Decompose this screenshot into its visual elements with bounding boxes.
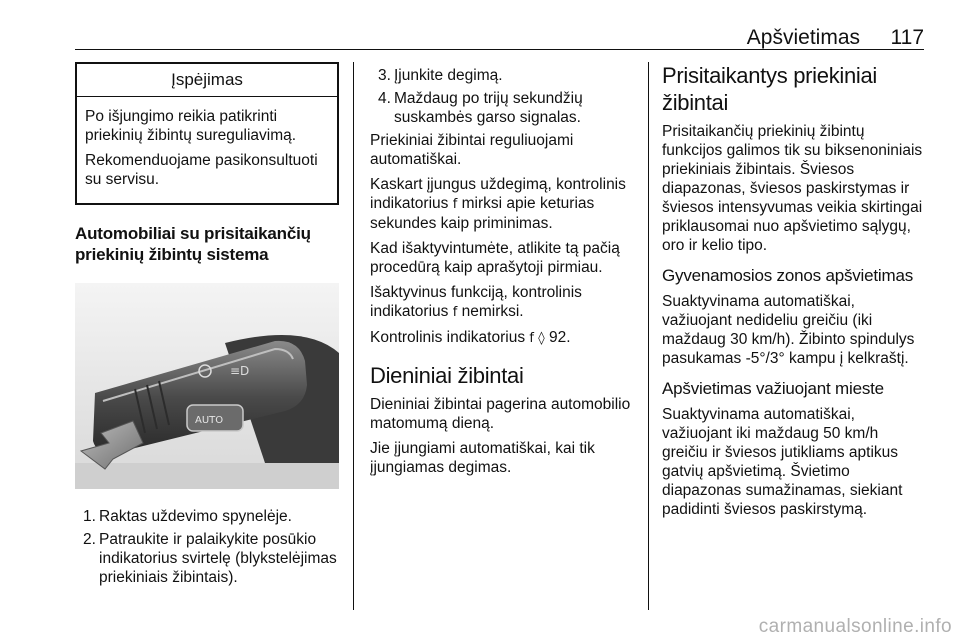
step-number: 1.	[83, 508, 96, 525]
steps-list-2	[370, 66, 633, 127]
list-item	[370, 89, 633, 127]
list-item	[75, 530, 339, 587]
paragraph: Dieniniai žibintai pagerina automobilio matomumą dieną.	[370, 396, 631, 432]
page-reference[interactable]: 92.	[549, 329, 571, 346]
step-number: 3.	[378, 67, 391, 84]
paragraph: Suaktyvinama automatiškai, važiuojant iki maždaug 50 km/h greičiu ir šviesos jutikliams aptikus gatvių apšvietimą. Švietimo diapazonas sumažinamas, siekiant padidinti šviesos paskirstymą.	[662, 406, 903, 518]
warning-body	[77, 97, 337, 203]
paragraph: Kontrolinis indikatorius f ◊ 92.	[370, 329, 571, 346]
paragraph: Priekiniai žibintai reguliuojami automatiškai.	[370, 132, 574, 168]
svg-text:≡D: ≡D	[230, 364, 250, 378]
column-2	[370, 62, 633, 483]
column-3	[662, 62, 926, 525]
list-item	[75, 507, 339, 526]
daytime-lights-heading: Dieniniai žibintai	[370, 363, 524, 388]
control-indicator-icon: f	[452, 197, 458, 212]
column-divider-1	[353, 62, 354, 610]
page-header	[0, 0, 960, 50]
page-reference-icon: ◊	[538, 331, 545, 346]
control-indicator-icon: f	[529, 331, 534, 346]
lever-illustration	[75, 283, 339, 489]
adaptive-lighting-heading: Prisitaikantys priekiniai žibintai	[662, 63, 878, 115]
step-text: Raktas uždevimo spynelėje.	[99, 508, 292, 525]
paragraph: Išaktyvinus funkciją, kontrolinis indikatorius f nemirksi.	[370, 284, 582, 320]
page-number: 117	[890, 26, 924, 49]
paragraph: Suaktyvinama automatiškai, važiuojant nedideliu greičiu (iki maždaug 30 km/h). Žibinto spindulys pasukamas -5°/3° kampu į kelkraštį.	[662, 293, 915, 367]
paragraph: Jie įjungiami automatiškai, kai tik įjungiamas degimas.	[370, 440, 595, 476]
turn-signal-lever-image	[75, 283, 339, 489]
list-item	[370, 66, 633, 85]
warning-title: Įspėjimas	[77, 64, 337, 97]
step-text: Patraukite ir palaikykite posūkio indikatorius svirtelę (blykstelėjimas priekiniais žibintais).	[99, 531, 337, 586]
svg-text:AUTO: AUTO	[195, 415, 224, 426]
paragraph: Kad išaktyvintumėte, atlikite tą pačią procedūrą kaip aprašytoji pirmiau.	[370, 240, 620, 276]
adaptive-headlights-heading: Automobiliai su prisitaikančių priekinių žibintų sistema	[75, 224, 311, 264]
step-number: 4.	[378, 90, 391, 107]
page-title: Apšvietimas	[746, 26, 860, 49]
column-divider-2	[648, 62, 649, 610]
step-text: Maždaug po trijų sekundžių suskambės garso signalas.	[394, 90, 583, 126]
header-rule	[75, 49, 924, 50]
paragraph: Kaskart įjungus uždegimą, kontrolinis indikatorius f mirksi apie keturias sekundes kaip priminimas.	[370, 176, 626, 232]
warning-text-1: Po išjungimo reikia patikrinti priekinių žibintų sureguliavimą.	[85, 108, 297, 144]
step-number: 2.	[83, 531, 96, 548]
control-indicator-icon: f	[452, 305, 458, 320]
column-1	[75, 62, 339, 591]
steps-list-1	[75, 507, 339, 587]
paragraph: Prisitaikančių priekinių žibintų funkcijos galimos tik su biksenoniniais priekiniais žibintais. Šviesos diapazonas, šviesos paskirstymas ir šviesos intensyvumas veikia skirtingai priklausomai nuo apšvietimo sąlygų, oro ir kelio tipo.	[662, 123, 923, 254]
town-lighting-heading: Apšvietimas važiuojant mieste	[662, 379, 884, 398]
warning-box	[75, 62, 339, 205]
step-text: Įjunkite degimą.	[394, 67, 503, 84]
warning-text-2: Rekomenduojame pasikonsultuoti su servisu.	[85, 152, 318, 188]
residential-lighting-heading: Gyvenamosios zonos apšvietimas	[662, 266, 914, 285]
watermark: carmanualsonline.info	[758, 616, 952, 637]
